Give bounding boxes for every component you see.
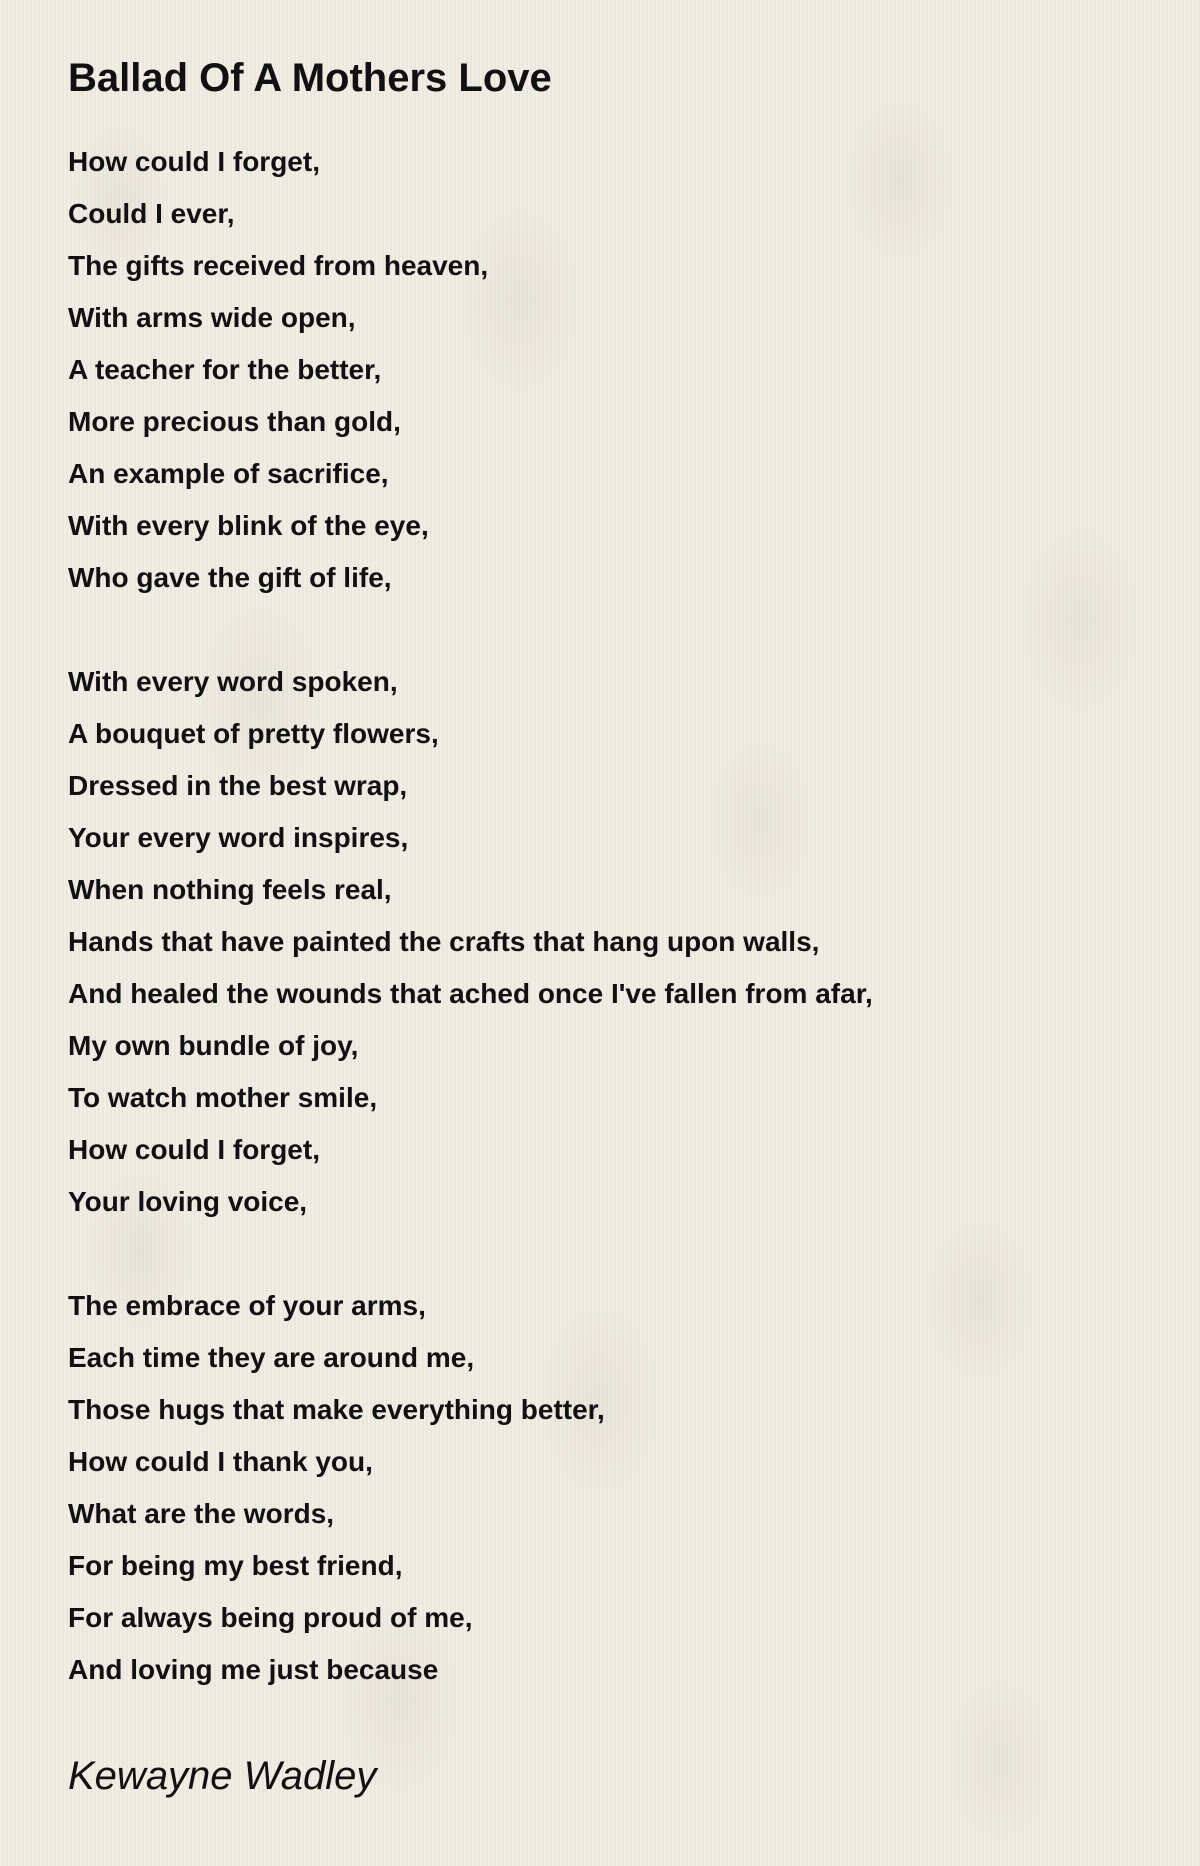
poem-line: With every word spoken, (68, 666, 398, 697)
poem-line: How could I forget, (68, 1134, 320, 1165)
poem-line: To watch mother smile, (68, 1082, 378, 1113)
stanza-3 (68, 1280, 1168, 1696)
poem-line: With arms wide open, (68, 302, 356, 333)
poem-line: Those hugs that make everything better, (68, 1394, 605, 1425)
poem-line: Your loving voice, (68, 1186, 308, 1217)
poem-line: My own bundle of joy, (68, 1030, 359, 1061)
poem-title: Ballad Of A Mothers Love (68, 56, 552, 100)
poem-line: More precious than gold, (68, 406, 401, 437)
poem-line: The embrace of your arms, (68, 1290, 426, 1321)
poem-line: Could I ever, (68, 198, 235, 229)
poem-line: When nothing feels real, (68, 874, 392, 905)
poem-line: Dressed in the best wrap, (68, 770, 408, 801)
poem-page (68, 48, 1168, 1804)
poem-line: Each time they are around me, (68, 1342, 475, 1373)
stanza-2 (68, 656, 1168, 1228)
poem-line: And loving me just because (68, 1654, 439, 1685)
poem-author: Kewayne Wadley (68, 1754, 377, 1798)
poem-line: Hands that have painted the crafts that hang upon walls, (68, 926, 820, 957)
poem-line: Who gave the gift of life, (68, 562, 392, 593)
poem-line: For being my best friend, (68, 1550, 403, 1581)
poem-line: For always being proud of me, (68, 1602, 473, 1633)
poem-line: What are the words, (68, 1498, 335, 1529)
poem-line: An example of sacrifice, (68, 458, 389, 489)
poem-line: How could I forget, (68, 146, 320, 177)
stanza-1 (68, 136, 1168, 604)
poem-line: A bouquet of pretty flowers, (68, 718, 439, 749)
poem-line: And healed the wounds that ached once I've fallen from afar, (68, 978, 873, 1009)
poem-line: Your every word inspires, (68, 822, 409, 853)
poem-line: How could I thank you, (68, 1446, 373, 1477)
poem-line: A teacher for the better, (68, 354, 382, 385)
poem-line: The gifts received from heaven, (68, 250, 489, 281)
poem-line: With every blink of the eye, (68, 510, 429, 541)
